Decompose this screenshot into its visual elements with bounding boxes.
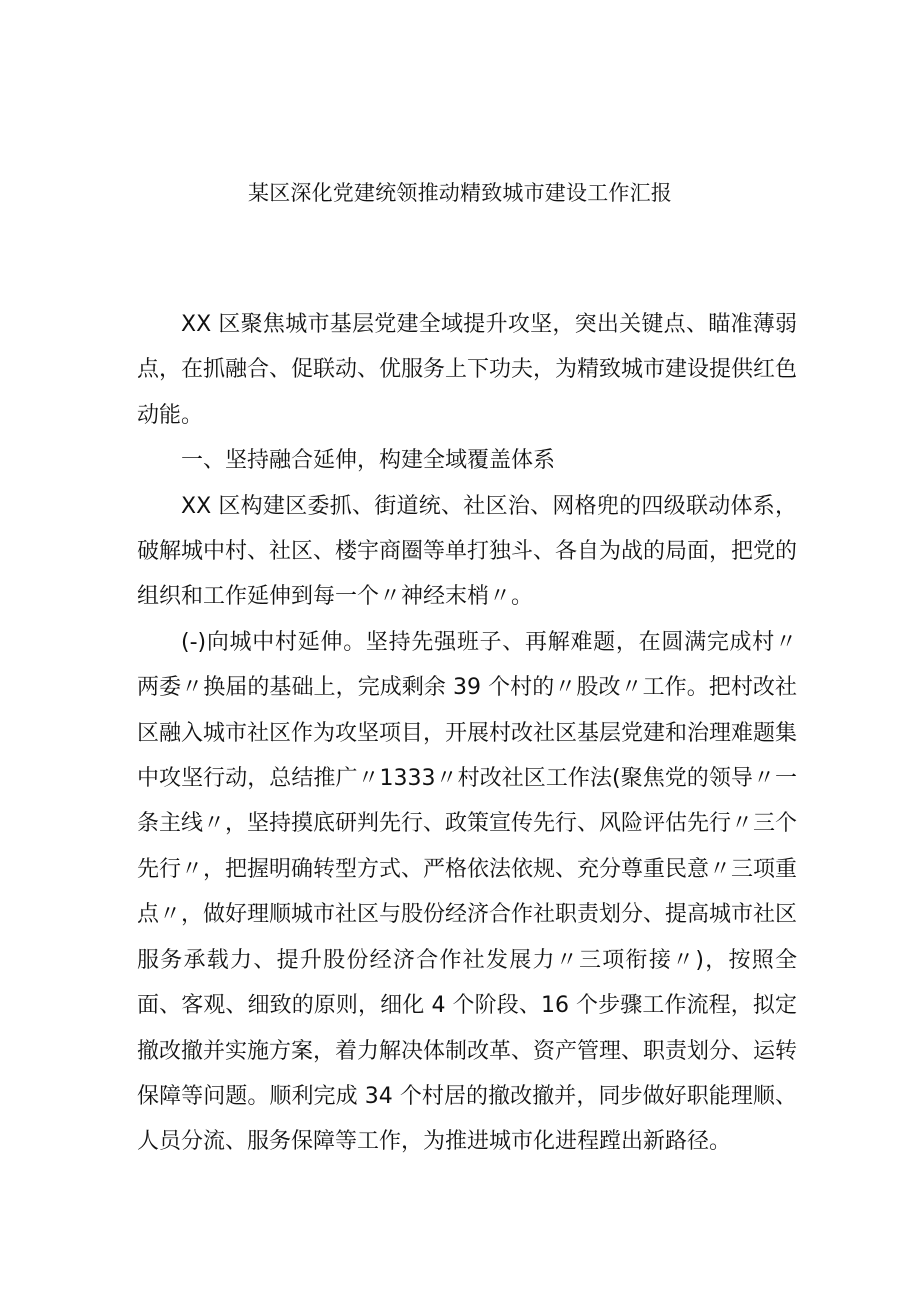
document-title: 某区深化党建统领推动精致城市建设工作汇报 (248, 181, 672, 205)
intro-paragraph: XX 区聚焦城市基层党建全域提升攻坚，突出关键点、瞄准薄弱点，在抓融合、促联动、优服务上下功夫，为精致城市建设提供红色动能。 (137, 312, 798, 428)
section-heading: 一、坚持融合延伸，构建全域覆盖体系 (181, 448, 556, 474)
document-body (137, 302, 797, 1165)
section-paragraph: XX 区构建区委抓、街道统、社区治、网格兜的四级联动体系，破解城中村、社区、楼宇商圈等单打独斗、各自为战的局面，把党的组织和工作延伸到每一个〃神经末梢〃。 (137, 493, 798, 610)
subsection-paragraph: (-)向城中村延伸。坚持先强班子、再解难题，在圆满完成村〃两委〃换届的基础上，完成剩余 39 个村的〃股改〃工作。把村改社区融入城市社区作为攻坚项目，开展村改社区基层党建和治理难题集中攻坚行动，总结推广〃1333〃村改社区工作法(聚焦党的领导〃一条主线〃，坚持摸底研判先行、政策宣传先行、风险评估先行〃三个先行〃，把握明确转型方式、严格依法依规、充分尊重民意〃三项重点〃，做好理顺城市社区与股份经济合作社职责划分、提高城市社区服务承载力、提升股份经济合作社发展力〃三项衔接〃)，按照全面、客观、细致的原则，细化 4 个阶段、16 个步骤工作流程，拟定撤改撤并实施方案，着力解决体制改革、资产管理、职责划分、运转保障等问题。顺利完成 34 个村居的撤改撤并，同步做好职能理顺、人员分流、服务保障等工作，为推进城市化进程蹚出新路径。 (137, 629, 798, 1155)
